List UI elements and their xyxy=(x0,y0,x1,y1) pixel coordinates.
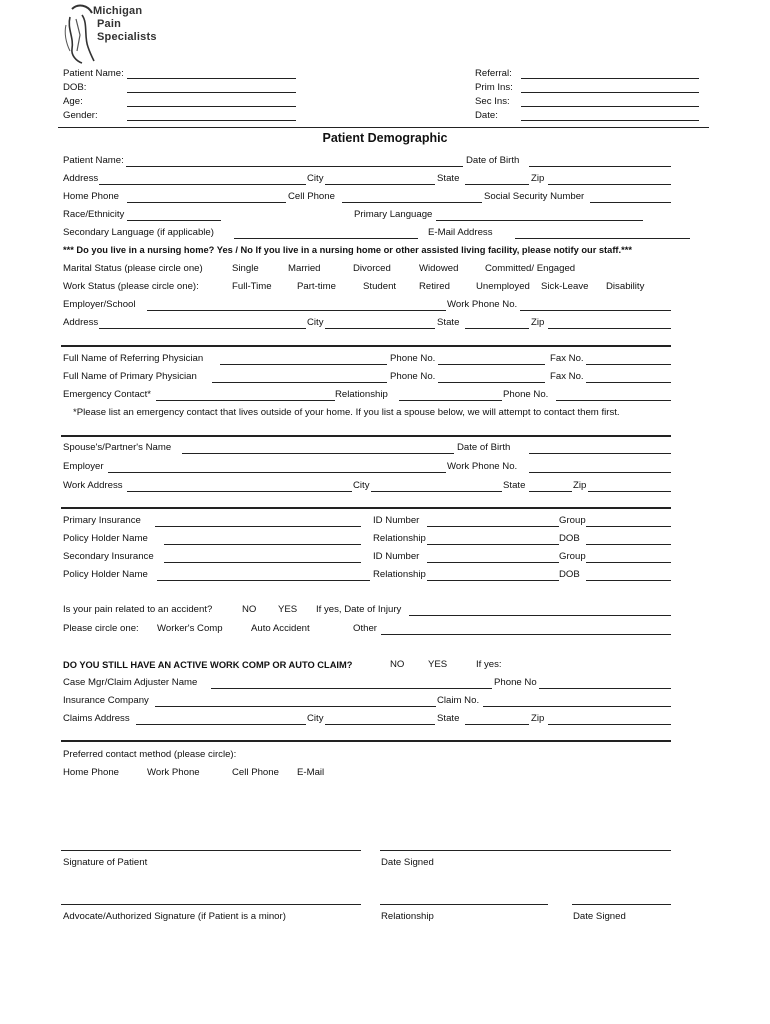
spouse-city-field[interactable] xyxy=(371,491,502,492)
policy-relationship-label: Relationship xyxy=(373,533,426,544)
secondary-id-number-field[interactable] xyxy=(427,562,559,563)
work-option-full-time[interactable]: Full-Time xyxy=(232,281,272,292)
header-patient-name-field[interactable] xyxy=(127,78,296,79)
claims-address-label: Claims Address xyxy=(63,713,130,724)
work-option-disability[interactable]: Disability xyxy=(606,281,645,292)
employer-city-field[interactable] xyxy=(325,328,435,329)
header-date-field[interactable] xyxy=(521,120,699,121)
spouse-dob-field[interactable] xyxy=(529,453,671,454)
claim-number-field[interactable] xyxy=(483,706,671,707)
claims-state-field[interactable] xyxy=(465,724,529,725)
spouse-work-phone-field[interactable] xyxy=(529,472,671,473)
policy-holder-field[interactable] xyxy=(164,544,361,545)
email-field[interactable] xyxy=(515,238,690,239)
marital-option-widowed[interactable]: Widowed xyxy=(419,263,459,274)
advocate-date-signed-field[interactable] xyxy=(572,904,671,905)
secondary-group-label: Group xyxy=(559,551,586,562)
employer-school-field[interactable] xyxy=(147,310,446,311)
policy-relationship-2-field[interactable] xyxy=(427,580,559,581)
primary-fax-field[interactable] xyxy=(586,382,671,383)
work-option-unemployed[interactable]: Unemployed xyxy=(476,281,530,292)
cell-phone-label: Cell Phone xyxy=(288,191,335,202)
case-manager-phone-field[interactable] xyxy=(539,688,671,689)
claim-number-label: Claim No. xyxy=(437,695,480,706)
policy-dob-2-field[interactable] xyxy=(586,580,671,581)
primary-id-number-label: ID Number xyxy=(373,515,420,526)
secondary-group-field[interactable] xyxy=(586,562,671,563)
spouse-employer-field[interactable] xyxy=(108,472,446,473)
referring-fax-label: Fax No. xyxy=(550,353,584,364)
work-option-part-time[interactable]: Part-time xyxy=(297,281,336,292)
primary-physician-field[interactable] xyxy=(212,382,387,383)
ssn-field[interactable] xyxy=(590,202,671,203)
zip-label: Zip xyxy=(531,173,545,184)
work-option-sick-leave[interactable]: Sick-Leave xyxy=(541,281,589,292)
emergency-contact-field[interactable] xyxy=(156,400,335,401)
primary-fax-label: Fax No. xyxy=(550,371,584,382)
advocate-signature-field[interactable] xyxy=(61,904,361,905)
spouse-state-label: State xyxy=(503,480,526,491)
spouse-state-field[interactable] xyxy=(529,491,572,492)
claims-address-field[interactable] xyxy=(136,724,306,725)
referring-fax-field[interactable] xyxy=(586,364,671,365)
secondary-language-field[interactable] xyxy=(234,238,418,239)
zip-field[interactable] xyxy=(548,184,671,185)
active-claim-question: DO YOU STILL HAVE AN ACTIVE WORK COMP OR AUTO CLAIM? xyxy=(63,660,353,670)
header-patient-name-label: Patient Name: xyxy=(63,68,124,79)
emergency-contact-label: Emergency Contact* xyxy=(63,389,151,400)
header-divider xyxy=(58,127,709,128)
home-phone-field[interactable] xyxy=(127,202,286,203)
header-age-field[interactable] xyxy=(127,106,296,107)
advocate-relationship-field[interactable] xyxy=(380,904,548,905)
referring-physician-label: Full Name of Referring Physician xyxy=(63,353,204,364)
employer-school-label: Employer/School xyxy=(63,299,136,310)
secondary-insurance-field[interactable] xyxy=(164,562,361,563)
header-date-label: Date: xyxy=(475,110,498,121)
section-divider-2 xyxy=(61,435,671,437)
spouse-zip-field[interactable] xyxy=(588,491,671,492)
policy-dob-field[interactable] xyxy=(586,544,671,545)
spouse-zip-label: Zip xyxy=(573,480,587,491)
referring-phone-field[interactable] xyxy=(438,364,545,365)
emergency-phone-field[interactable] xyxy=(556,400,671,401)
case-manager-phone-label: Phone No xyxy=(494,677,537,688)
case-manager-label: Case Mgr/Claim Adjuster Name xyxy=(63,677,198,688)
policy-holder-2-label: Policy Holder Name xyxy=(63,569,148,580)
emergency-relationship-label: Relationship xyxy=(335,389,388,400)
date-of-injury-field[interactable] xyxy=(409,615,671,616)
header-gender-field[interactable] xyxy=(127,120,296,121)
referring-physician-field[interactable] xyxy=(220,364,387,365)
contact-option-email[interactable]: E-Mail xyxy=(297,767,325,778)
race-ethnicity-field[interactable] xyxy=(127,220,221,221)
work-phone-label: Work Phone No. xyxy=(447,299,518,310)
secondary-language-label: Secondary Language (if applicable) xyxy=(63,227,214,238)
email-label: E-Mail Address xyxy=(428,227,493,238)
policy-holder-2-field[interactable] xyxy=(157,580,370,581)
claims-zip-field[interactable] xyxy=(548,724,671,725)
ssn-label: Social Security Number xyxy=(484,191,585,202)
city-label: City xyxy=(307,173,324,184)
address-field[interactable] xyxy=(99,184,306,185)
claims-city-label: City xyxy=(307,713,324,724)
emergency-phone-label: Phone No. xyxy=(503,389,549,400)
patient-name-field[interactable] xyxy=(126,166,463,167)
employer-zip-field[interactable] xyxy=(548,328,671,329)
spouse-employer-label: Employer xyxy=(63,461,104,472)
other-option-field[interactable] xyxy=(381,634,671,635)
claim-no-option[interactable]: NO xyxy=(390,659,405,670)
primary-language-label: Primary Language xyxy=(354,209,433,220)
marital-option-single[interactable]: Single xyxy=(232,263,259,274)
date-of-birth-field[interactable] xyxy=(529,166,671,167)
claims-city-field[interactable] xyxy=(325,724,435,725)
work-option-retired[interactable]: Retired xyxy=(419,281,450,292)
address-label: Address xyxy=(63,173,99,184)
page-title: Patient Demographic xyxy=(322,131,448,145)
spouse-name-label: Spouse's/Partner's Name xyxy=(63,442,172,453)
logo-text xyxy=(93,5,157,44)
accident-yes-option[interactable]: YES xyxy=(278,604,298,615)
employer-state-field[interactable] xyxy=(465,328,529,329)
city-field[interactable] xyxy=(325,184,435,185)
logo-line-2: Pain xyxy=(97,18,122,30)
section-divider-3 xyxy=(61,507,671,509)
secondary-insurance-label: Secondary Insurance xyxy=(63,551,154,562)
marital-option-divorced[interactable]: Divorced xyxy=(353,263,391,274)
primary-language-field[interactable] xyxy=(436,220,643,221)
advocate-relationship-label: Relationship xyxy=(381,911,434,922)
marital-option-committed[interactable]: Committed/ Engaged xyxy=(485,263,576,274)
insurance-company-label: Insurance Company xyxy=(63,695,149,706)
primary-group-label: Group xyxy=(559,515,586,526)
date-of-injury-label: If yes, Date of Injury xyxy=(316,604,402,615)
employer-city-label: City xyxy=(307,317,324,328)
primary-insurance-label: Primary Insurance xyxy=(63,515,141,526)
header-sec-ins-field[interactable] xyxy=(521,106,699,107)
referring-phone-label: Phone No. xyxy=(390,353,436,364)
spouse-name-field[interactable] xyxy=(182,453,454,454)
nursing-home-notice: *** Do you live in a nursing home? Yes / No If you live in a nursing home or other assisted living facility, please notify our staff.*** xyxy=(63,245,632,255)
employer-address-field[interactable] xyxy=(99,328,306,329)
header-sec-ins-label: Sec Ins: xyxy=(475,96,510,107)
header-prim-ins-label: Prim Ins: xyxy=(475,82,513,93)
other-option-label[interactable]: Other xyxy=(353,623,377,634)
employer-zip-label: Zip xyxy=(531,317,545,328)
work-option-student[interactable]: Student xyxy=(363,281,397,292)
auto-accident-option[interactable]: Auto Accident xyxy=(251,623,310,634)
marital-status-label: Marital Status (please circle one) xyxy=(63,263,203,274)
marital-option-married[interactable]: Married xyxy=(288,263,321,274)
policy-dob-2-label: DOB xyxy=(559,569,580,580)
contact-option-home-phone[interactable]: Home Phone xyxy=(63,767,119,778)
workers-comp-option[interactable]: Worker's Comp xyxy=(157,623,223,634)
accident-no-option[interactable]: NO xyxy=(242,604,257,615)
work-phone-field[interactable] xyxy=(520,310,671,311)
spouse-work-address-field[interactable] xyxy=(127,491,352,492)
secondary-id-number-label: ID Number xyxy=(373,551,420,562)
cell-phone-field[interactable] xyxy=(342,202,482,203)
header-referral-field[interactable] xyxy=(521,78,699,79)
work-status-label: Work Status (please circle one): xyxy=(63,281,199,292)
contact-option-cell-phone[interactable]: Cell Phone xyxy=(232,767,279,778)
policy-relationship-field[interactable] xyxy=(427,544,559,545)
claim-if-yes-label: If yes: xyxy=(476,659,502,670)
primary-id-number-field[interactable] xyxy=(427,526,559,527)
insurance-company-field[interactable] xyxy=(155,706,436,707)
claims-zip-label: Zip xyxy=(531,713,545,724)
state-label: State xyxy=(437,173,460,184)
primary-physician-label: Full Name of Primary Physician xyxy=(63,371,197,382)
employer-address-label: Address xyxy=(63,317,99,328)
advocate-date-signed-label: Date Signed xyxy=(573,911,626,922)
patient-signature-label: Signature of Patient xyxy=(63,857,148,868)
claim-yes-option[interactable]: YES xyxy=(428,659,448,670)
header-prim-ins-field[interactable] xyxy=(521,92,699,93)
primary-phone-label: Phone No. xyxy=(390,371,436,382)
header-referral-label: Referral: xyxy=(475,68,512,79)
primary-insurance-field[interactable] xyxy=(155,526,361,527)
race-ethnicity-label: Race/Ethnicity xyxy=(63,209,125,220)
date-of-birth-label: Date of Birth xyxy=(466,155,520,166)
logo-line-1: Michigan xyxy=(93,5,143,17)
patient-name-label: Patient Name: xyxy=(63,155,124,166)
patient-signature-field[interactable] xyxy=(61,850,361,851)
date-signed-label: Date Signed xyxy=(381,857,434,868)
logo-line-3: Specialists xyxy=(97,31,157,43)
emergency-note: *Please list an emergency contact that lives outside of your home. If you list a spouse below, we will attempt to contact them first. xyxy=(73,407,620,418)
section-divider-1 xyxy=(61,345,671,347)
spouse-dob-label: Date of Birth xyxy=(457,442,511,453)
header-gender-label: Gender: xyxy=(63,110,98,121)
advocate-signature-label: Advocate/Authorized Signature (if Patient is a minor) xyxy=(63,911,286,922)
case-manager-field[interactable] xyxy=(211,688,492,689)
logo-figure-icon xyxy=(62,3,96,65)
policy-holder-label: Policy Holder Name xyxy=(63,533,148,544)
primary-phone-field[interactable] xyxy=(438,382,545,383)
spouse-city-label: City xyxy=(353,480,370,491)
policy-relationship-2-label: Relationship xyxy=(373,569,426,580)
date-signed-field[interactable] xyxy=(380,850,671,851)
primary-group-field[interactable] xyxy=(586,526,671,527)
header-age-label: Age: xyxy=(63,96,83,107)
header-dob-label: DOB: xyxy=(63,82,87,93)
section-divider-4 xyxy=(61,740,671,742)
claims-state-label: State xyxy=(437,713,460,724)
accident-circle-label: Please circle one: xyxy=(63,623,139,634)
spouse-work-address-label: Work Address xyxy=(63,480,123,491)
employer-state-label: State xyxy=(437,317,460,328)
emergency-relationship-field[interactable] xyxy=(399,400,502,401)
accident-question: Is your pain related to an accident? xyxy=(63,604,213,615)
state-field[interactable] xyxy=(465,184,529,185)
spouse-work-phone-label: Work Phone No. xyxy=(447,461,518,472)
home-phone-label: Home Phone xyxy=(63,191,119,202)
policy-dob-label: DOB xyxy=(559,533,580,544)
header-dob-field[interactable] xyxy=(127,92,296,93)
preferred-contact-label: Preferred contact method (please circle): xyxy=(63,749,237,760)
contact-option-work-phone[interactable]: Work Phone xyxy=(147,767,200,778)
